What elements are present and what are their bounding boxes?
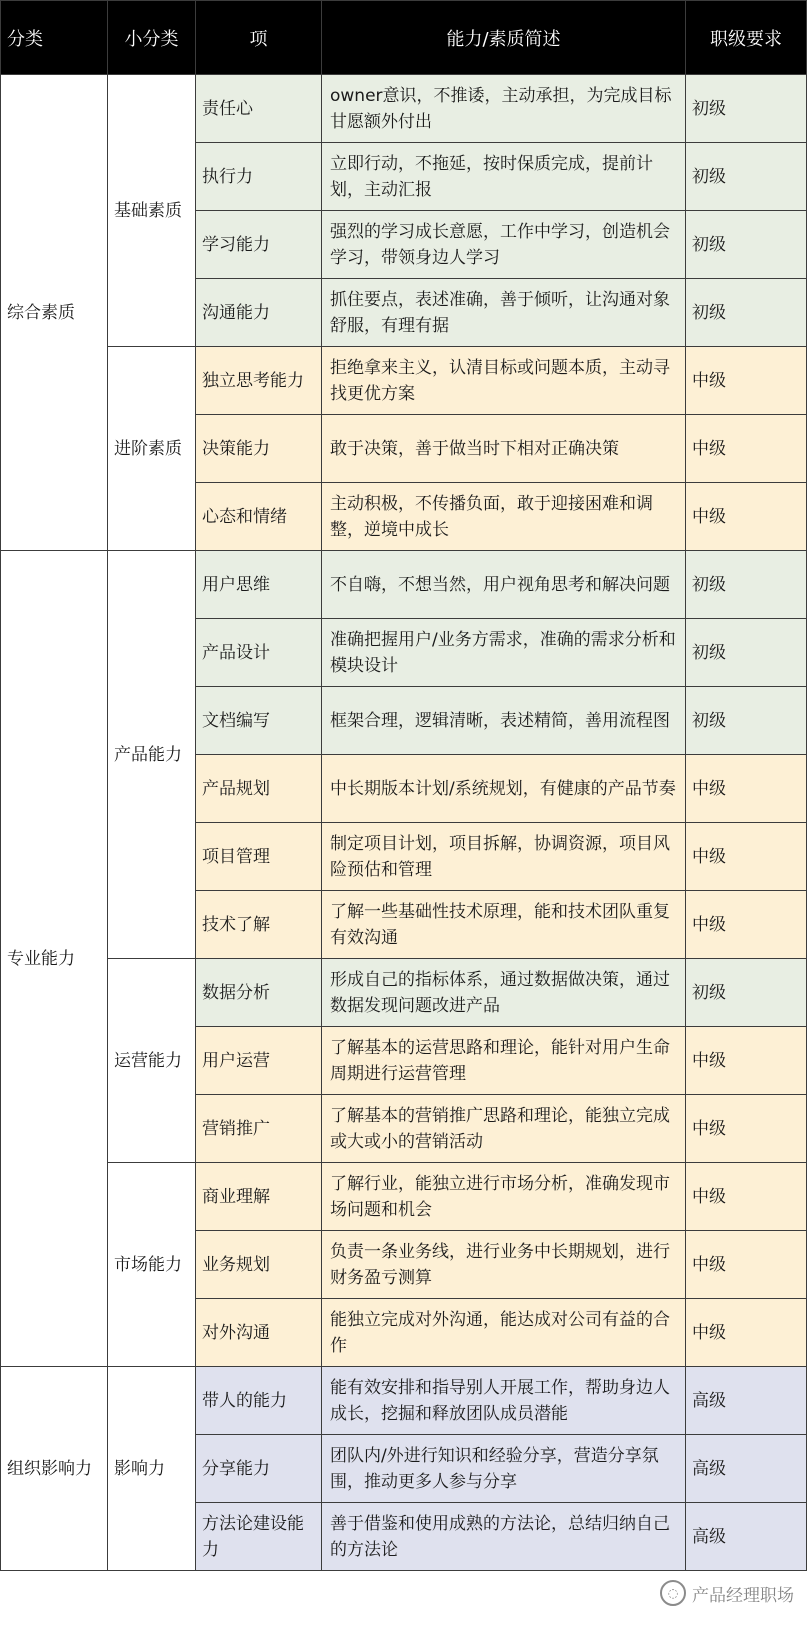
item-cell: 执行力 bbox=[196, 143, 322, 211]
table-header-row bbox=[1, 1, 807, 75]
subcategory-cell: 市场能力 bbox=[108, 1163, 196, 1367]
header-item: 项 bbox=[196, 1, 322, 75]
item-cell: 用户运营 bbox=[196, 1027, 322, 1095]
level-cell: 中级 bbox=[686, 415, 807, 483]
description-cell: 拒绝拿来主义，认清目标或问题本质，主动寻找更优方案 bbox=[322, 347, 686, 415]
description-cell: 善于借鉴和使用成熟的方法论，总结归纳自己的方法论 bbox=[322, 1503, 686, 1571]
description-cell: 了解行业，能独立进行市场分析，准确发现市场问题和机会 bbox=[322, 1163, 686, 1231]
header-category: 分类 bbox=[1, 1, 108, 75]
level-cell: 高级 bbox=[686, 1367, 807, 1435]
level-cell: 初级 bbox=[686, 959, 807, 1027]
level-cell: 中级 bbox=[686, 1027, 807, 1095]
item-cell: 独立思考能力 bbox=[196, 347, 322, 415]
description-cell: 框架合理，逻辑清晰，表述精简，善用流程图 bbox=[322, 687, 686, 755]
description-cell: 中长期版本计划/系统规划，有健康的产品节奏 bbox=[322, 755, 686, 823]
description-cell: 立即行动，不拖延，按时保质完成，提前计划，主动汇报 bbox=[322, 143, 686, 211]
category-cell: 组织影响力 bbox=[1, 1367, 108, 1571]
item-cell: 对外沟通 bbox=[196, 1299, 322, 1367]
level-cell: 初级 bbox=[686, 279, 807, 347]
item-cell: 学习能力 bbox=[196, 211, 322, 279]
description-cell: 了解一些基础性技术原理，能和技术团队重复有效沟通 bbox=[322, 891, 686, 959]
level-cell: 中级 bbox=[686, 755, 807, 823]
item-cell: 责任心 bbox=[196, 75, 322, 143]
item-cell: 分享能力 bbox=[196, 1435, 322, 1503]
description-cell: 负责一条业务线，进行业务中长期规划，进行财务盈亏测算 bbox=[322, 1231, 686, 1299]
table-row bbox=[1, 959, 807, 1027]
description-cell: 不自嗨，不想当然，用户视角思考和解决问题 bbox=[322, 551, 686, 619]
level-cell: 初级 bbox=[686, 619, 807, 687]
watermark bbox=[660, 1580, 794, 1606]
subcategory-cell: 基础素质 bbox=[108, 75, 196, 347]
level-cell: 初级 bbox=[686, 551, 807, 619]
item-cell: 产品规划 bbox=[196, 755, 322, 823]
item-cell: 用户思维 bbox=[196, 551, 322, 619]
description-cell: 准确把握用户/业务方需求，准确的需求分析和模块设计 bbox=[322, 619, 686, 687]
table-row bbox=[1, 75, 807, 143]
header-subcategory: 小分类 bbox=[108, 1, 196, 75]
description-cell: 敢于决策，善于做当时下相对正确决策 bbox=[322, 415, 686, 483]
table-row bbox=[1, 1163, 807, 1231]
item-cell: 业务规划 bbox=[196, 1231, 322, 1299]
footer-strip bbox=[0, 1622, 808, 1628]
header-description: 能力/素质简述 bbox=[322, 1, 686, 75]
level-cell: 中级 bbox=[686, 1299, 807, 1367]
subcategory-cell: 进阶素质 bbox=[108, 347, 196, 551]
description-cell: 制定项目计划，项目拆解，协调资源，项目风险预估和管理 bbox=[322, 823, 686, 891]
level-cell: 中级 bbox=[686, 891, 807, 959]
description-cell: owner意识，不推诿，主动承担，为完成目标甘愿额外付出 bbox=[322, 75, 686, 143]
item-cell: 文档编写 bbox=[196, 687, 322, 755]
category-cell: 专业能力 bbox=[1, 551, 108, 1367]
item-cell: 营销推广 bbox=[196, 1095, 322, 1163]
description-cell: 主动积极，不传播负面，敢于迎接困难和调整，逆境中成长 bbox=[322, 483, 686, 551]
subcategory-cell: 影响力 bbox=[108, 1367, 196, 1571]
item-cell: 带人的能力 bbox=[196, 1367, 322, 1435]
table-row bbox=[1, 347, 807, 415]
level-cell: 中级 bbox=[686, 483, 807, 551]
level-cell: 高级 bbox=[686, 1435, 807, 1503]
level-cell: 高级 bbox=[686, 1503, 807, 1571]
table-row bbox=[1, 1367, 807, 1435]
watermark-text: 产品经理职场 bbox=[692, 1585, 794, 1606]
item-cell: 商业理解 bbox=[196, 1163, 322, 1231]
description-cell: 团队内/外进行知识和经验分享，营造分享氛围，推动更多人参与分享 bbox=[322, 1435, 686, 1503]
level-cell: 中级 bbox=[686, 1163, 807, 1231]
item-cell: 产品设计 bbox=[196, 619, 322, 687]
level-cell: 初级 bbox=[686, 687, 807, 755]
category-cell: 综合素质 bbox=[1, 75, 108, 551]
level-cell: 中级 bbox=[686, 1231, 807, 1299]
item-cell: 沟通能力 bbox=[196, 279, 322, 347]
description-cell: 形成自己的指标体系，通过数据做决策，通过数据发现问题改进产品 bbox=[322, 959, 686, 1027]
description-cell: 抓住要点，表述准确，善于倾听，让沟通对象舒服，有理有据 bbox=[322, 279, 686, 347]
description-cell: 能独立完成对外沟通，能达成对公司有益的合作 bbox=[322, 1299, 686, 1367]
level-cell: 初级 bbox=[686, 211, 807, 279]
header-level: 职级要求 bbox=[686, 1, 807, 75]
item-cell: 数据分析 bbox=[196, 959, 322, 1027]
item-cell: 决策能力 bbox=[196, 415, 322, 483]
description-cell: 能有效安排和指导别人开展工作，帮助身边人成长，挖掘和释放团队成员潜能 bbox=[322, 1367, 686, 1435]
level-cell: 中级 bbox=[686, 823, 807, 891]
wechat-icon: ◌ bbox=[660, 1580, 686, 1606]
description-cell: 强烈的学习成长意愿，工作中学习，创造机会学习，带领身边人学习 bbox=[322, 211, 686, 279]
subcategory-cell: 运营能力 bbox=[108, 959, 196, 1163]
item-cell: 方法论建设能力 bbox=[196, 1503, 322, 1571]
table-row bbox=[1, 551, 807, 619]
level-cell: 初级 bbox=[686, 75, 807, 143]
level-cell: 中级 bbox=[686, 1095, 807, 1163]
item-cell: 项目管理 bbox=[196, 823, 322, 891]
level-cell: 初级 bbox=[686, 143, 807, 211]
item-cell: 心态和情绪 bbox=[196, 483, 322, 551]
level-cell: 中级 bbox=[686, 347, 807, 415]
table-body bbox=[1, 75, 807, 1571]
item-cell: 技术了解 bbox=[196, 891, 322, 959]
description-cell: 了解基本的营销推广思路和理论，能独立完成或大或小的营销活动 bbox=[322, 1095, 686, 1163]
subcategory-cell: 产品能力 bbox=[108, 551, 196, 959]
description-cell: 了解基本的运营思路和理论，能针对用户生命周期进行运营管理 bbox=[322, 1027, 686, 1095]
